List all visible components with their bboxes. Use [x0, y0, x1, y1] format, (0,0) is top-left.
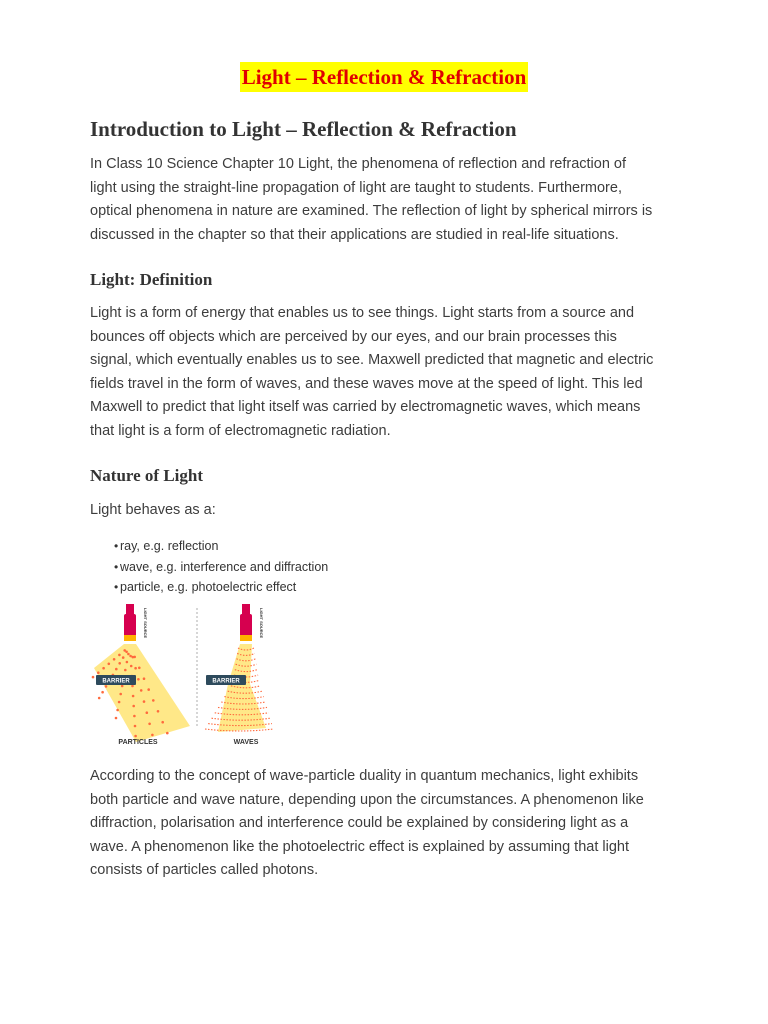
- particle-dot: [105, 685, 108, 688]
- duality-paragraph: [90, 765, 690, 883]
- paragraph-line: In Class 10 Science Chapter 10 Light, the phenomena of reflection and refraction of: [90, 156, 627, 172]
- particles-source-label: LIGHT SOURCE: [143, 608, 148, 639]
- particle-dot: [133, 715, 136, 718]
- particle-dot: [140, 689, 143, 692]
- paragraph-line: discussed in the chapter so that their applications are studied in real-life situations.: [90, 226, 619, 243]
- waves-barrier-label: BARRIER: [212, 678, 240, 685]
- intro-paragraph: [90, 153, 690, 247]
- paragraph-line: optical phenomena in nature are examined. The reflection of light by spherical mirrors is: [90, 203, 653, 219]
- waves-beam: [218, 644, 266, 732]
- list-item: • particle, e.g. photoelectric effect: [90, 577, 328, 598]
- particles-beam: [94, 644, 190, 742]
- paragraph-line: Light behaves as a:: [90, 502, 216, 518]
- particle-dot: [134, 735, 137, 738]
- particle-dot: [146, 711, 149, 714]
- particle-wave-illustration: [90, 600, 280, 752]
- title-container: [0, 62, 768, 92]
- particle-dot: [115, 668, 118, 671]
- particle-dot: [118, 654, 121, 657]
- particle-dot: [101, 691, 104, 694]
- waves-panel: [205, 604, 274, 746]
- waves-torch-lens: [240, 635, 252, 641]
- paragraph-line: consists of particles called photons.: [90, 862, 319, 878]
- paragraph-line: According to the concept of wave-particle duality in quantum mechanics, light exhibits: [90, 768, 639, 784]
- waves-source-label: LIGHT SOURCE: [259, 608, 264, 639]
- particle-dot: [119, 693, 122, 696]
- particle-dot: [116, 709, 119, 712]
- waves-torch-body: [240, 614, 252, 638]
- definition-heading: Light: Definition: [90, 270, 213, 289]
- particle-dot: [157, 710, 160, 713]
- intro-heading: Introduction to Light – Reflection & Refraction: [90, 117, 517, 141]
- nature-heading: Nature of Light: [90, 466, 204, 485]
- particle-wave-figure: [90, 600, 280, 752]
- document-title: Light – Reflection & Refraction: [240, 62, 529, 92]
- particle-dot: [124, 669, 127, 672]
- paragraph-line: wave. A phenomenon like the photoelectric effect is explained by assuming that light: [90, 838, 629, 855]
- definition-paragraph: [90, 302, 690, 443]
- particle-dot: [122, 656, 125, 659]
- particle-dot: [118, 701, 121, 704]
- particle-dot: [134, 667, 137, 670]
- paragraph-line: fields travel in the form of waves, and these waves move at the speed of light. This led: [90, 375, 643, 392]
- particle-dot: [130, 665, 133, 668]
- waves-torch-cap: [242, 604, 250, 614]
- particle-dot: [113, 658, 116, 661]
- particle-dot: [143, 700, 146, 703]
- particle-dot: [125, 651, 128, 654]
- particle-dot: [98, 697, 101, 700]
- particle-dot: [102, 667, 105, 670]
- particle-dot: [115, 717, 118, 720]
- paragraph-line: Maxwell to predict that light itself was carried by electromagnetic waves, which means: [90, 399, 641, 415]
- nature-intro: [90, 499, 690, 523]
- particle-dot: [132, 695, 135, 698]
- particle-dot: [97, 671, 100, 674]
- paragraph-line: that light is a form of electromagnetic radiation.: [90, 422, 391, 439]
- particle-dot: [108, 663, 111, 666]
- waves-caption: WAVES: [233, 739, 259, 746]
- particles-barrier-label: BARRIER: [102, 678, 130, 685]
- particle-dot: [121, 685, 124, 688]
- paragraph-line: light using the straight-line propagation of light are taught to students. Furthermore,: [90, 179, 622, 196]
- particle-dot: [147, 688, 150, 691]
- particle-dot: [133, 656, 136, 659]
- particle-dot: [131, 685, 134, 688]
- particle-dot: [152, 699, 155, 702]
- paragraph-line: Light is a form of energy that enables us to see things. Light starts from a source and: [90, 305, 635, 321]
- particle-dot: [134, 725, 137, 728]
- particle-dot: [166, 732, 169, 735]
- particles-panel: [92, 604, 190, 746]
- particle-dot: [118, 662, 121, 665]
- particle-dot: [129, 655, 132, 658]
- nature-list: [90, 536, 328, 598]
- particles-caption: PARTICLES: [118, 739, 158, 746]
- particle-dot: [137, 678, 140, 681]
- paragraph-line: both particle and wave nature, depending upon the circumstances. A phenomenon like: [90, 791, 644, 808]
- particles-torch-lens: [124, 635, 136, 641]
- paragraph-line: diffraction, polarisation and interference could be explained by considering light as a: [90, 815, 629, 831]
- particle-dot: [161, 721, 164, 724]
- particle-dot: [92, 676, 95, 679]
- paragraph-line: bounces off objects which are perceived by our eyes, and our brain processes this: [90, 328, 617, 345]
- particles-torch-cap: [126, 604, 134, 614]
- list-item: • wave, e.g. interference and diffraction: [90, 557, 328, 578]
- list-item: • ray, e.g. reflection: [90, 536, 328, 557]
- particle-dot: [138, 667, 141, 670]
- particles-torch-body: [124, 614, 136, 638]
- particle-dot: [132, 705, 135, 708]
- particle-dot: [143, 677, 146, 680]
- particle-dot: [148, 723, 151, 726]
- particle-dot: [127, 653, 130, 656]
- particle-dot: [151, 734, 154, 737]
- particle-dot: [126, 661, 129, 664]
- paragraph-line: signal, which eventually enables us to see. Maxwell predicted that magnetic and electric: [90, 352, 654, 368]
